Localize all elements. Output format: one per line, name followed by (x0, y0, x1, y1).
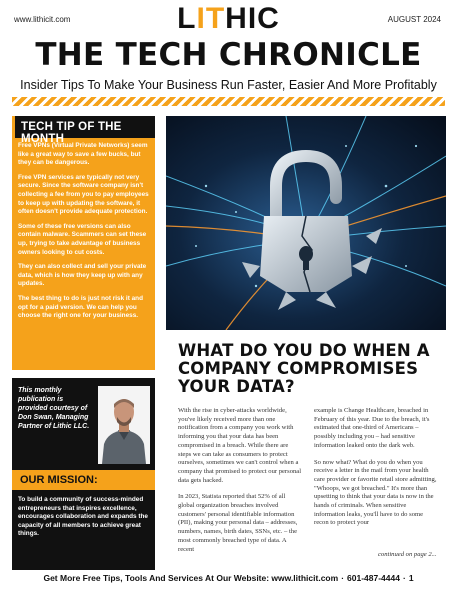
tip-paragraph: The best thing to do is just not risk it and opt for a paid version. We can help you choose the right one for your business. (18, 294, 143, 320)
article-paragraph: example is Change Healthcare, breached in February of this year. Due to the breach, it's estimated that one-third of Americans – possibly including you – had sensitive information leaked onto the dark web. (314, 407, 430, 449)
footer-phone[interactable]: 601-487-4444 (347, 573, 400, 583)
masthead-title: THE TECH CHRONICLE (35, 37, 422, 73)
courtesy-box (12, 378, 155, 470)
top-bar (0, 0, 457, 35)
footer-separator: · (341, 573, 345, 583)
broken-padlock-illustration (166, 116, 446, 330)
logo-accent: IT (196, 2, 226, 35)
article-paragraph: So now what? What do you do when you receive a letter in the mail from your health care provider or favorite retail store admitting, "Whoops, we got breached." It's more than upsetting to think that your data is now in the hands of criminals. When sensitive information leaks, you'll have to do some recon to protect your (314, 458, 437, 527)
mission-text: To build a community of success-minded entrepreneurs that inspires excellence, encourages collaboration and expands the capacity of all members to achieve great things. (18, 496, 148, 538)
author-photo (98, 386, 150, 464)
logo-suffix: HIC (225, 2, 280, 35)
mission-box (12, 470, 155, 570)
tagline: Insider Tips To Make Your Business Run Faster, Easier And More Profitably (20, 78, 437, 92)
tip-paragraph: Some of these free versions can also contain malware. Scammers can set these up, trying to take advantage of business owners looking to cut costs. (18, 222, 147, 256)
hero-image (166, 116, 446, 330)
article-headline: WHAT DO YOU DO WHEN A COMPANY COMPROMISES YOUR DATA? (178, 341, 430, 396)
tip-paragraph: Free VPNs (Virtual Private Networks) seem like a great way to save a few bucks, but they can be dangerous. (18, 142, 148, 167)
decorative-stripe (12, 97, 445, 106)
tip-paragraph: Free VPN services are typically not very secure. Since the software company isn't collecting a fee from you to pay employees to keep up with updating the software, it often doesn't provide adequate protection. (18, 173, 149, 216)
page-number: 1 (408, 573, 414, 583)
footer (0, 573, 457, 583)
tech-tip-box (12, 116, 155, 370)
person-portrait-icon (98, 386, 150, 464)
tech-tip-title: TECH TIP OF THE MONTH (12, 116, 155, 138)
issue-date: AUGUST 2024 (387, 15, 441, 24)
article-paragraph: In 2023, Statista reported that 52% of all global organization breaches involved customers' personal identifiable information (PII), making your personal data – addresses, numbers, names, birth dates, SSNs, etc. – the most commonly breached type of data. A recent (178, 493, 298, 553)
tech-tip-body (18, 142, 151, 327)
logo-prefix: L (177, 2, 197, 35)
footer-text[interactable]: Get More Free Tips, Tools And Services At Our Website: www.lithicit.com (43, 573, 339, 583)
article-paragraph: With the rise in cyber-attacks worldwide, you've likely received more than one notification from a company you work with informing you that your data has been compromised in a breach. While there are steps we can take as consumers to protect ourselves, sometimes we can't control when a company that promised to protect our personal data gets hacked. (178, 407, 302, 484)
article-column-1 (178, 407, 303, 562)
mission-title: OUR MISSION: (12, 470, 155, 490)
website-url[interactable]: www.lithicit.com (14, 15, 71, 24)
courtesy-text: This monthly publication is provided courtesy of Don Swan, Managing Partner of Lithic LLC. (18, 387, 90, 430)
continued-note[interactable]: continued on page 2... (378, 551, 437, 558)
article-column-2 (314, 407, 439, 536)
footer-separator: · (402, 573, 406, 583)
sidebar (12, 116, 155, 570)
tip-paragraph: They can also collect and sell your private data, which is how they keep up with any updates. (18, 263, 147, 288)
